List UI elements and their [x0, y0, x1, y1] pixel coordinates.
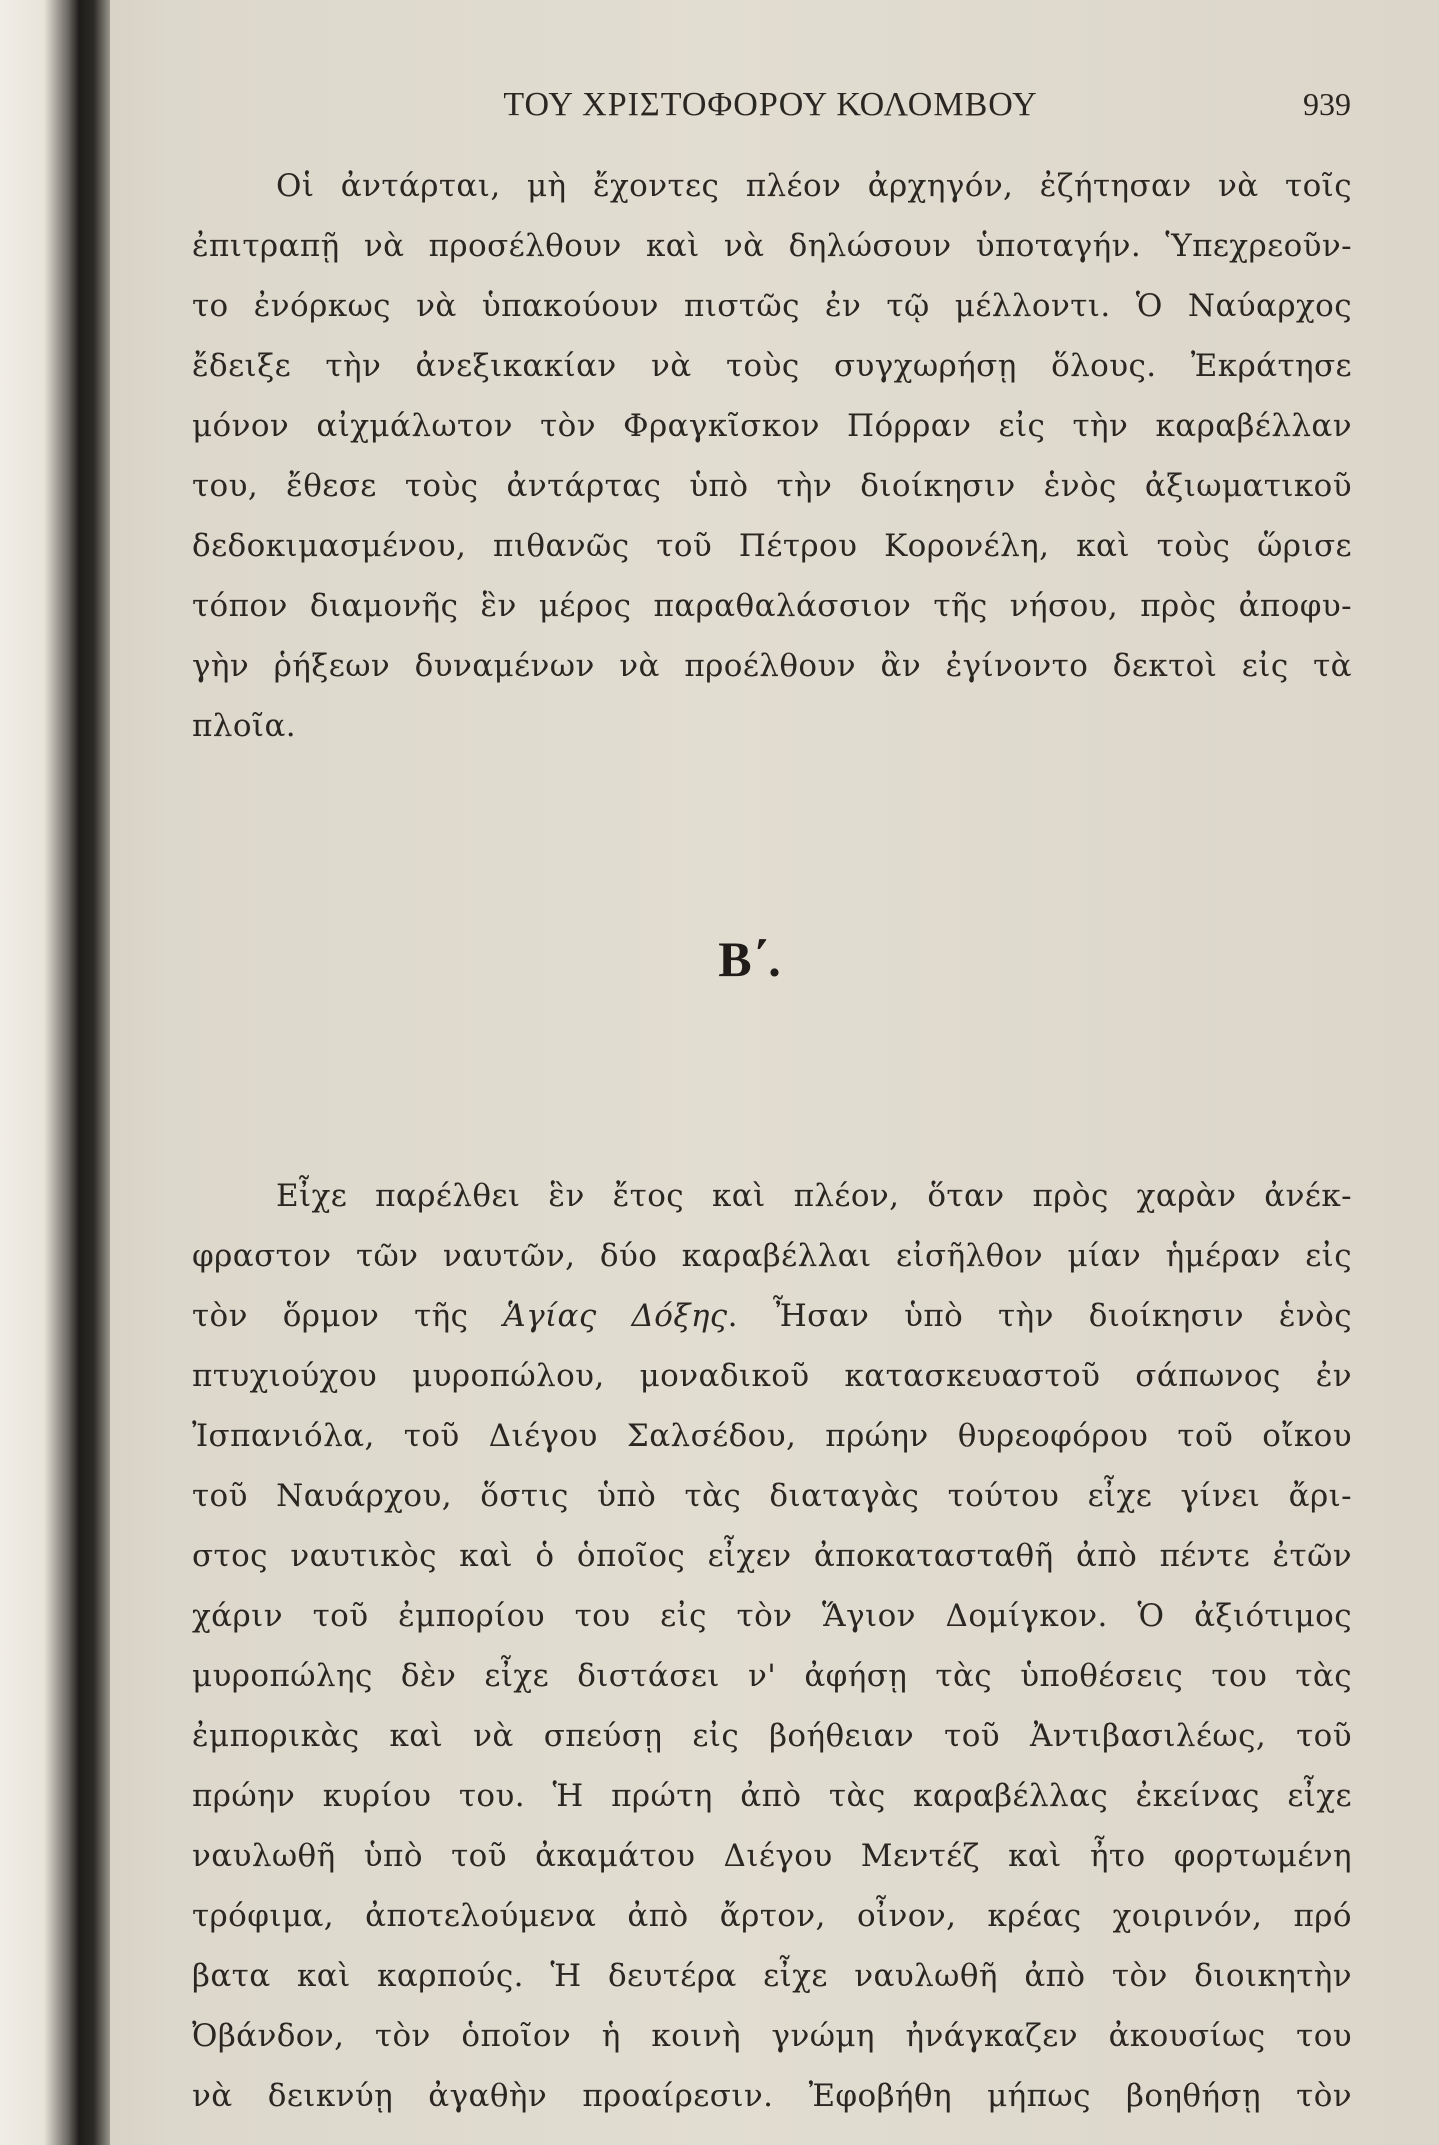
text-line: τρόφιμα, ἀποτελούμενα ἀπὸ ἄρτον, οἶνον, κρέας χοιρινόν, πρό [192, 1898, 1352, 1934]
text-line: γὴν ῥήξεων δυναμένων νὰ προέλθουν ἂν ἐγίνοντο δεκτοὶ εἰς τὰ [192, 648, 1352, 684]
running-head [190, 86, 1351, 130]
text-line: πρώην κυρίου του. Ἡ πρώτη ἀπὸ τὰς καραβέλλας ἐκείνας εἶχε [192, 1778, 1352, 1814]
paragraph-2 [192, 1166, 1352, 2126]
text-line: ἐμπορικὰς καὶ νὰ σπεύσῃ εἰς βοήθειαν τοῦ Ἀντιβασιλέως, τοῦ [192, 1718, 1352, 1754]
text-line: χάριν τοῦ ἐμπορίου του εἰς τὸν Ἅγιον Δομίγκον. Ὁ ἀξιότιμος [192, 1598, 1352, 1634]
text-fragment: . Ἦσαν ὑπὸ τὴν διοίκησιν ἑνὸς [727, 1298, 1352, 1334]
running-title: ΤΟΥ ΧΡΙΣΤΟΦΟΡΟΥ ΚΟΛΟΜΒΟΥ [503, 86, 1038, 123]
text-line: νὰ δεικνύῃ ἀγαθὴν προαίρεσιν. Ἐφοβήθη μήπως βοηθήσῃ τὸν [192, 2078, 1352, 2114]
text-line: του, ἔθεσε τοὺς ἀντάρτας ὑπὸ τὴν διοίκησιν ἑνὸς ἀξιωματικοῦ [192, 468, 1352, 504]
section-heading: Β΄. [718, 931, 781, 987]
text-line: Εἶχε παρέλθει ἓν ἔτος καὶ πλέον, ὅταν πρὸς χαρὰν ἀνέκ- [276, 1178, 1352, 1214]
page-number: 939 [1303, 86, 1351, 122]
text-line: δεδοκιμασμένου, πιθανῶς τοῦ Πέτρου Κορονέλη, καὶ τοὺς ὥρισε [192, 528, 1352, 564]
paragraph-1 [192, 156, 1352, 756]
text-line: βατα καὶ καρπούς. Ἡ δευτέρα εἶχε ναυλωθῆ ἀπὸ τὸν διοικητὴν [192, 1958, 1352, 1994]
book-gutter-shadow [0, 0, 110, 2145]
text-line: τόπον διαμονῆς ἓν μέρος παραθαλάσσιον τῆς νήσου, πρὸς ἀποφυ- [192, 588, 1352, 624]
text-line: ἔδειξε τὴν ἀνεξικακίαν νὰ τοὺς συγχωρήσῃ ὅλους. Ἐκράτησε [192, 348, 1352, 384]
text-line: ναυλωθῆ ὑπὸ τοῦ ἀκαμάτου Διέγου Μεντέζ καὶ ἦτο φορτωμένη [192, 1838, 1352, 1874]
text-line-with-italic [192, 1286, 1352, 1346]
text-line: μυροπώλης δὲν εἶχε διστάσει ν' ἀφήσῃ τὰς ὑποθέσεις του τὰς [192, 1658, 1352, 1694]
text-line: μόνον αἰχμάλωτον τὸν Φραγκῖσκον Πόρραν εἰς τὴν καραβέλλαν [192, 408, 1352, 444]
text-line: Ὀβάνδον, τὸν ὁποῖον ἡ κοινὴ γνώμη ἠνάγκαζεν ἀκουσίως του [192, 2018, 1352, 2054]
text-fragment: τὸν ὅρμον τῆς [192, 1298, 504, 1334]
text-line: στος ναυτικὸς καὶ ὁ ὁποῖος εἶχεν ἀποκατασταθῆ ἀπὸ πέντε ἐτῶν [192, 1538, 1352, 1574]
text-line: τοῦ Ναυάρχου, ὅστις ὑπὸ τὰς διαταγὰς τούτου εἶχε γίνει ἄρι- [192, 1478, 1352, 1514]
text-line: Οἱ ἀντάρται, μὴ ἔχοντες πλέον ἀρχηγόν, ἐζήτησαν νὰ τοῖς [276, 168, 1352, 204]
text-line: πλοῖα. [192, 708, 297, 744]
text-line: φραστον τῶν ναυτῶν, δύο καραβέλλαι εἰσῆλθον μίαν ἡμέραν εἰς [192, 1238, 1352, 1274]
text-line: το ἐνόρκως νὰ ὑπακούουν πιστῶς ἐν τῷ μέλλοντι. Ὁ Ναύαρχος [192, 288, 1352, 324]
italic-place-name: Ἁγίας Δόξης [503, 1298, 728, 1334]
text-line: πτυχιούχου μυροπώλου, μοναδικοῦ κατασκευαστοῦ σάπωνος ἐν [192, 1358, 1352, 1394]
text-line: Ἰσπανιόλα, τοῦ Διέγου Σαλσέδου, πρώην θυρεοφόρου τοῦ οἴκου [192, 1418, 1352, 1454]
text-line: ἐπιτραπῇ νὰ προσέλθουν καὶ νὰ δηλώσουν ὑποταγήν. Ὑπεχρεοῦν- [192, 228, 1352, 264]
